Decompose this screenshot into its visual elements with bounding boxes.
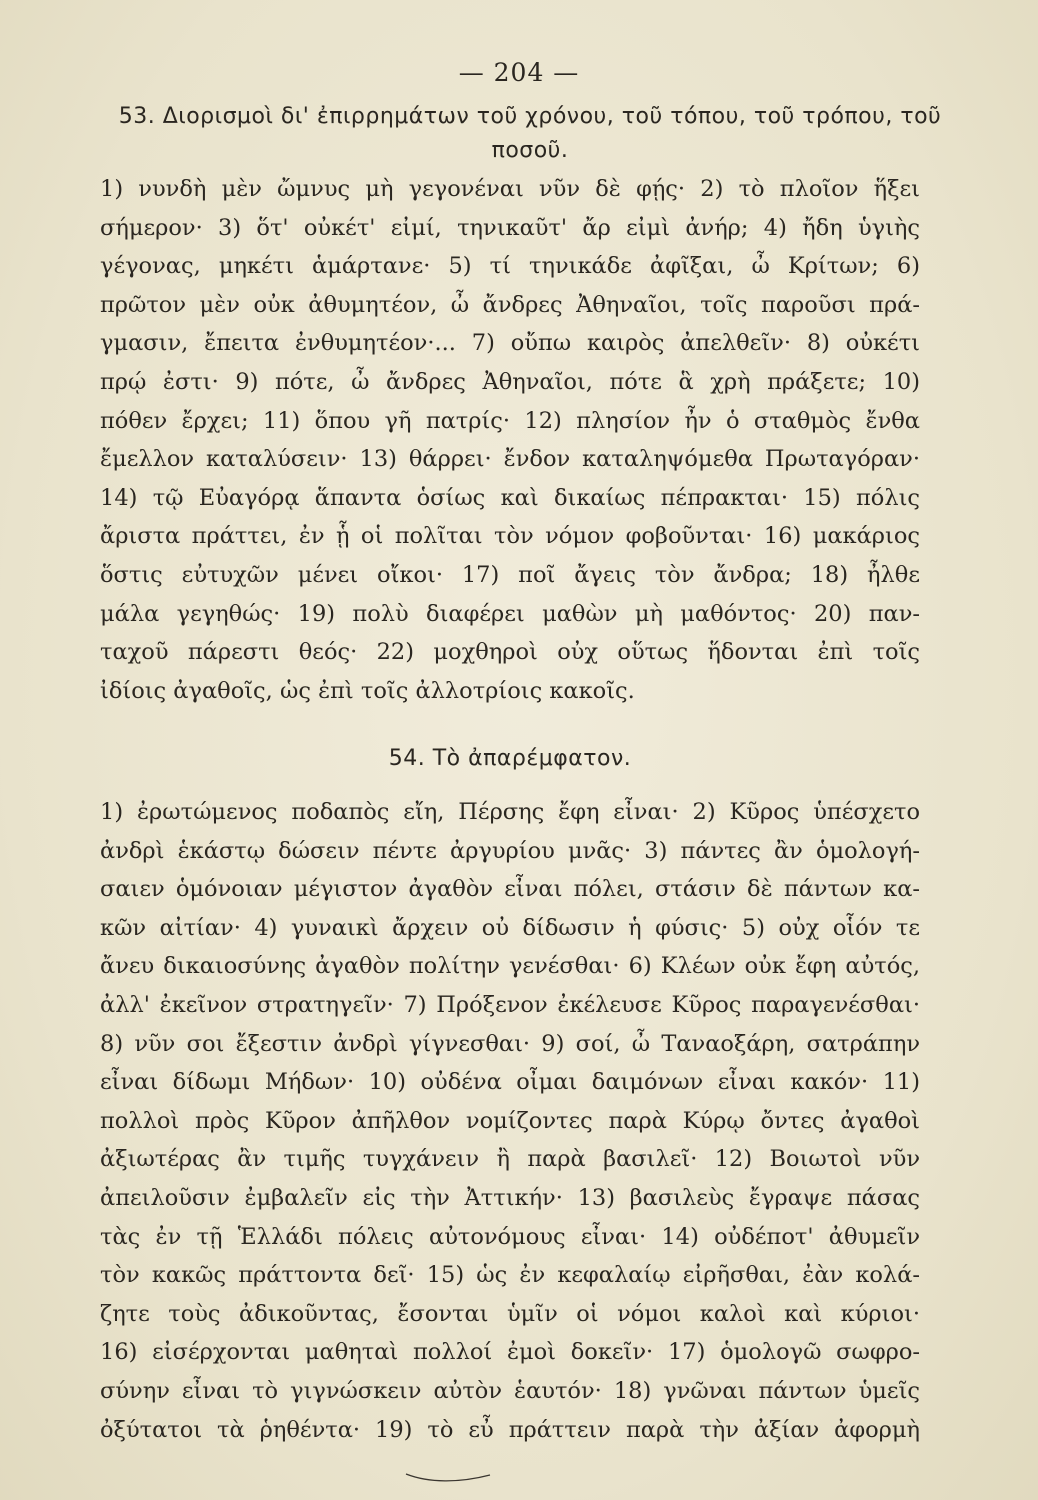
text-line: γέγονας, μηκέτι ἁμάρτανε· 5) τί τηνικάδε ἀφῖξαι, ὦ Κρίτων; 6) — [100, 253, 920, 280]
text-line: ἀξιωτέρας ἂν τιμῆς τυγχάνειν ἢ παρὰ βασιλεῖ· 12) Βοιωτοὶ νῦν — [100, 1146, 920, 1173]
text-line: εἶναι δίδωμι Μήδων· 10) οὐδένα οἶμαι δαιμόνων εἶναι κακόν· 11) — [100, 1069, 920, 1096]
text-line: πρῴ ἐστι· 9) πότε, ὦ ἄνδρες Ἀθηναῖοι, πότε ἃ χρὴ πράξετε; 10) — [100, 368, 920, 395]
text-line: πολλοὶ πρὸς Κῦρον ἀπῆλθον νομίζοντες παρὰ Κύρῳ ὄντες ἀγαθοὶ — [100, 1107, 920, 1134]
text-line: 16) εἰσέρχονται μαθηταὶ πολλοί ἐμοὶ δοκεῖν· 17) ὁμολογῶ σωφρο- — [100, 1339, 920, 1366]
text-line: τὰς ἐν τῇ Ἑλλάδι πόλεις αὐτονόμους εἶναι· 14) οὐδέποτ' ἀθυμεῖν — [100, 1223, 920, 1250]
text-line: γμασιν, ἔπειτα ἐνθυμητέον·... 7) οὔπω καιρὸς ἀπελθεῖν· 8) οὐκέτι — [100, 330, 920, 357]
text-line: τὸν κακῶς πράττοντα δεῖ· 15) ὡς ἐν κεφαλαίῳ εἰρῆσθαι, ἐὰν κολά- — [100, 1262, 920, 1289]
text-line: κῶν αἰτίαν· 4) γυναικὶ ἄρχειν οὐ δίδωσιν ἡ φύσις· 5) οὐχ οἷόν τε — [100, 914, 920, 941]
text-line: ταχοῦ πάρεστι θεός· 22) μοχθηροὶ οὐχ οὕτως ἥδονται ἐπὶ τοῖς — [100, 639, 920, 666]
text-line: ἀπειλοῦσιν ἐμβαλεῖν εἰς τὴν Ἀττικήν· 13) βασιλεὺς ἔγραψε πάσας — [100, 1184, 920, 1211]
text-line: σήμερον· 3) ὅτ' οὐκέτ' εἰμί, τηνικαῦτ' ἄρ εἰμὶ ἀνήρ; 4) ἤδη ὑγιὴς — [100, 214, 920, 241]
ink-underline-mark — [404, 1471, 492, 1485]
text-line: πόθεν ἔρχει; 11) ὅπου γῆ πατρίς· 12) πλησίον ἦν ὁ σταθμὸς ἔνθα — [100, 407, 920, 434]
text-line: σύνην εἶναι τὸ γιγνώσκειν αὐτὸν ἑαυτόν· 18) γνῶναι πάντων ὑμεῖς — [100, 1377, 920, 1404]
page-number: — 204 — — [458, 58, 580, 87]
text-line: ἔμελλον καταλύσειν· 13) θάρρει· ἔνδον καταληψόμεθα Πρωταγόραν· — [100, 446, 920, 473]
section-53-body — [100, 170, 920, 710]
text-line: ἄριστα πράττει, ἐν ᾗ οἱ πολῖται τὸν νόμον φοβοῦνται· 16) μακάριος — [100, 523, 920, 550]
text-line: πρῶτον μὲν οὐκ ἀθυμητέον, ὦ ἄνδρες Ἀθηναῖοι, τοῖς παροῦσι πρά- — [100, 291, 920, 318]
text-line: σαιεν ὁμόνοιαν μέγιστον ἀγαθὸν εἶναι πόλει, στάσιν δὲ πάντων κα- — [100, 876, 920, 903]
text-line: ζητε τοὺς ἀδικοῦντας, ἔσονται ὑμῖν οἱ νόμοι καλοὶ καὶ κύριοι· — [100, 1300, 920, 1327]
section-53-title: 53. Διορισμοὶ δι' ἐπιρρημάτων τοῦ χρόνου, τοῦ τόπου, τοῦ τρόπου, τοῦ ποσοῦ. — [118, 104, 942, 163]
text-line: ἀλλ' ἐκεῖνον στρατηγεῖν· 7) Πρόξενον ἐκέλευσε Κῦρος παραγενέσθαι· — [100, 991, 920, 1018]
text-line: ἄνευ δικαιοσύνης ἀγαθὸν πολίτην γενέσθαι· 6) Κλέων οὐκ ἔφη αὐτός, — [100, 953, 920, 980]
text-line: ὅστις εὐτυχῶν μένει οἴκοι· 17) ποῖ ἄγεις τὸν ἄνδρα; 18) ἦλθε — [100, 561, 920, 588]
text-line: ὀξύτατοι τὰ ῥηθέντα· 19) τὸ εὖ πράττειν παρὰ τὴν ἀξίαν ἀφορμὴ — [100, 1416, 920, 1443]
text-line: μάλα γεγηθώς· 19) πολὺ διαφέρει μαθὼν μὴ μαθόντος· 20) παν- — [100, 600, 920, 627]
section-54-title: 54. Τὸ ἀπαρέμφατον. — [388, 746, 632, 771]
text-line: ἀνδρὶ ἑκάστῳ δώσειν πέντε ἀργυρίου μνᾶς· 3) πάντες ἂν ὁμολογή- — [100, 837, 920, 864]
text-line: ἰδίοις ἀγαθοῖς, ὡς ἐπὶ τοῖς ἀλλοτρίοις κακοῖς. — [100, 677, 635, 704]
text-line: 1) νυνδὴ μὲν ὤμνυς μὴ γεγονέναι νῦν δὲ φῄς· 2) τὸ πλοῖον ἥξει — [100, 176, 920, 202]
section-54-body — [100, 793, 920, 1449]
text-line: 8) νῦν σοι ἔξεστιν ἀνδρὶ γίγνεσθαι· 9) σοί, ὦ Ταναοξάρη, σατράπην — [100, 1030, 920, 1057]
text-line: 14) τῷ Εὐαγόρᾳ ἅπαντα ὁσίως καὶ δικαίως πέπρακται· 15) πόλις — [100, 484, 920, 511]
text-line: 1) ἐρωτώμενος ποδαπὸς εἴη, Πέρσης ἔφη εἶναι· 2) Κῦρος ὑπέσχετο — [100, 799, 920, 825]
